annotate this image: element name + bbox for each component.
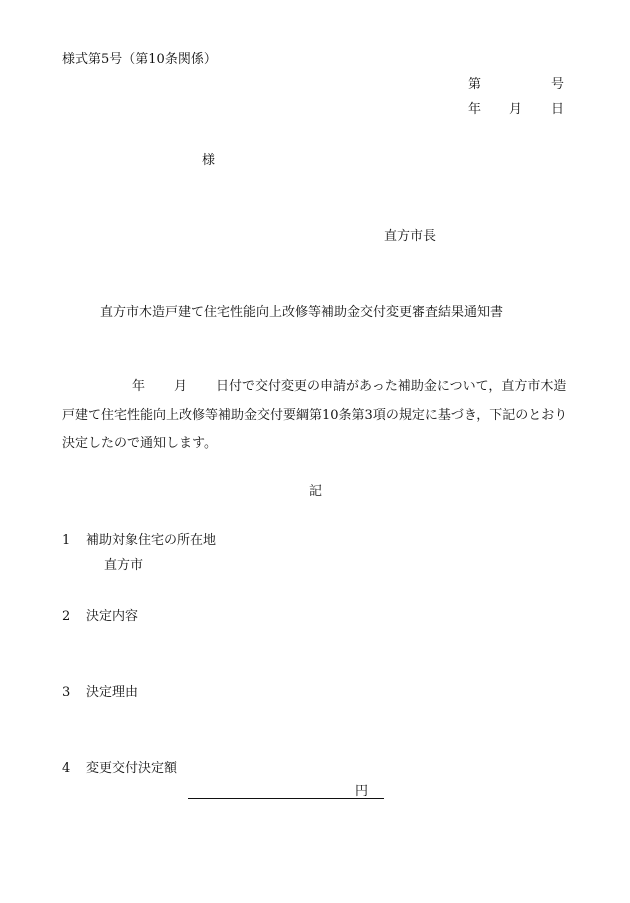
ki-heading: 記: [309, 484, 323, 499]
doc-number-suffix: 号: [551, 77, 565, 92]
issuer: 直方市長: [384, 229, 437, 244]
item-number: 2: [62, 609, 71, 624]
amount-unit: 円: [355, 784, 369, 799]
document-title: 直方市木造戸建て住宅性能向上改修等補助金交付変更審査結果通知書: [100, 305, 504, 320]
item-number: 1: [62, 533, 71, 548]
body-year: 年: [132, 379, 146, 394]
addressee-honorific: 様: [202, 153, 216, 168]
date-year: 年: [468, 102, 482, 117]
date-day: 日: [551, 102, 565, 117]
item-label: 決定理由: [86, 685, 139, 700]
item-number: 4: [62, 761, 71, 776]
body-paragraph: [62, 373, 570, 459]
form-number: 様式第5号（第10条関係）: [62, 52, 217, 67]
item-label: 変更交付決定額: [86, 761, 178, 776]
date-month: 月: [509, 102, 523, 117]
amount-underline: [188, 798, 384, 799]
item-label: 決定内容: [86, 609, 139, 624]
item-value: 直方市: [104, 558, 144, 573]
body-month: 月: [174, 379, 188, 394]
body-text: 日付で交付変更の申請があった補助金について，直方市木造戸建て住宅性能向上改修等補助金交付要綱第10条第3項の規定に基づき，下記のとおり決定したので通知します。: [62, 379, 568, 451]
item-label: 補助対象住宅の所在地: [86, 533, 217, 548]
doc-number-prefix: 第: [468, 77, 482, 92]
item-number: 3: [62, 685, 71, 700]
